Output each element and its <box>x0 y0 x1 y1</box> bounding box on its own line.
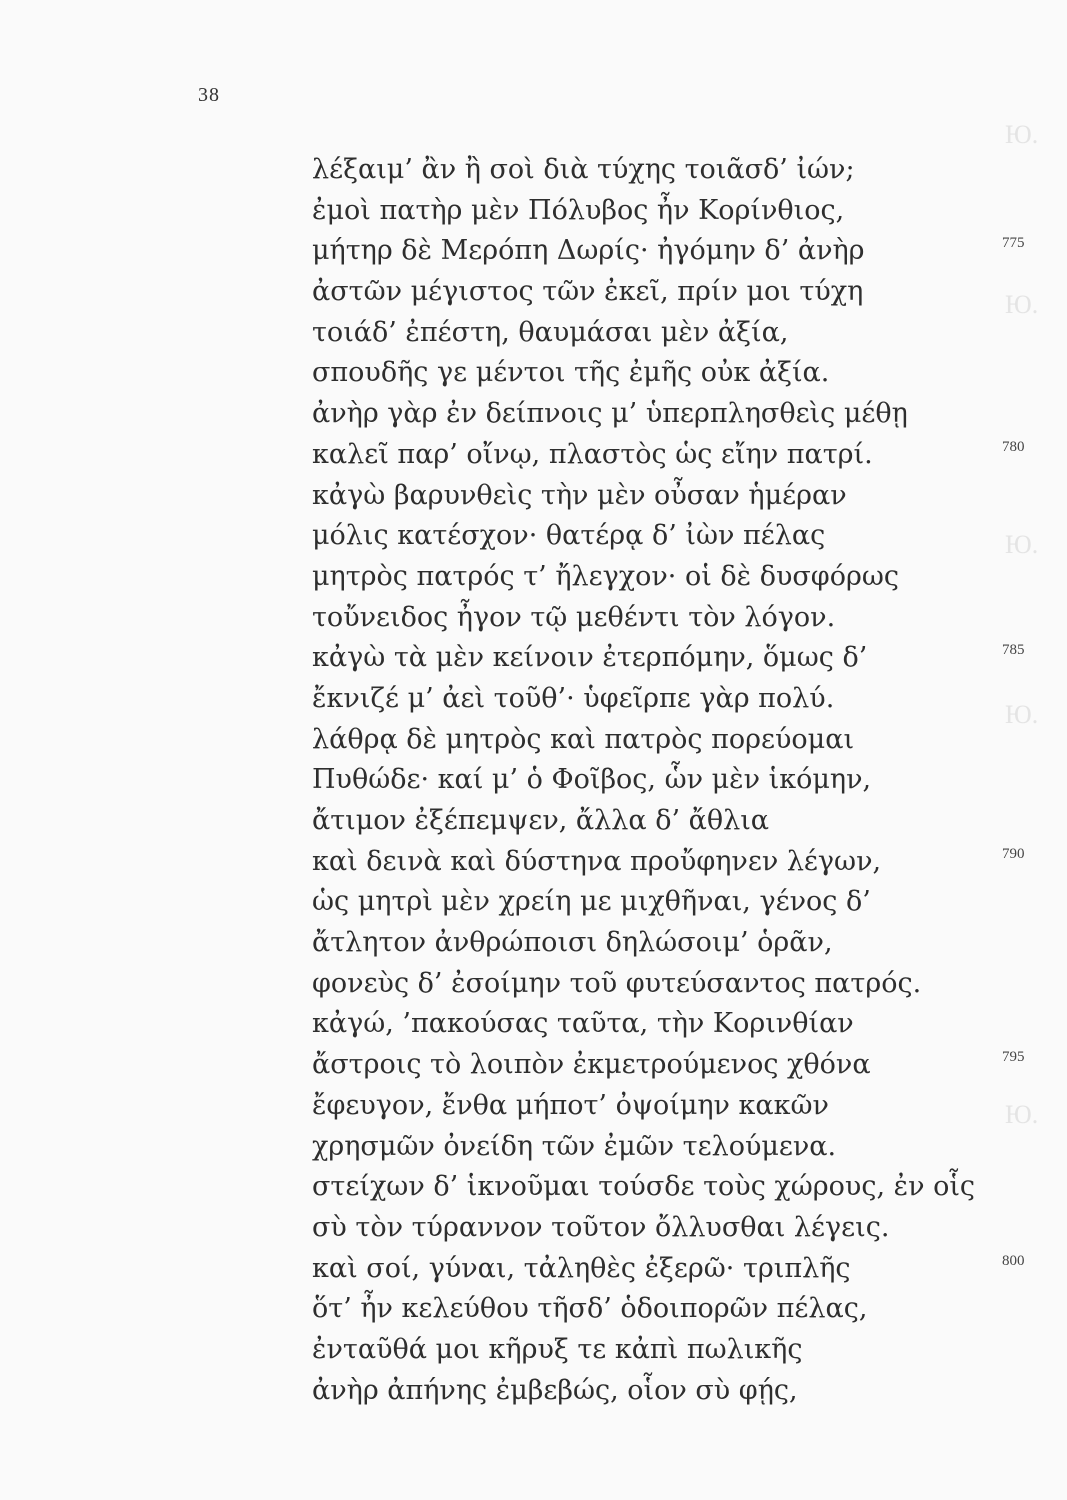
verse-text: ἄτλητον ἀνθρώποισι δηλώσοιμ’ ὁρᾶν, <box>312 927 833 959</box>
bleed-through-mark: Ю. <box>1005 1100 1039 1129</box>
verse-text: ἀνὴρ γὰρ ἐν δείπνοις μ’ ὑπερπλησθεὶς μέθῃ <box>312 398 908 430</box>
line-number: 780 <box>1002 438 1025 455</box>
verse-text: χρησμῶν ὀνείδη τῶν ἐμῶν τελούμενα. <box>312 1130 837 1162</box>
verse-line <box>312 679 1012 720</box>
verse-line <box>312 1330 1012 1371</box>
verse-line <box>312 1289 1012 1330</box>
verse-text: καλεῖ παρ’ οἴνῳ, πλαστὸς ὡς εἴην πατρί. <box>312 438 873 470</box>
line-number: 800 <box>1002 1252 1025 1269</box>
verse-line <box>312 1004 1012 1045</box>
verse-line <box>312 801 1012 842</box>
bleed-through-mark: Ю. <box>1005 120 1039 149</box>
verse-line <box>312 638 1025 679</box>
verse-line <box>312 598 1012 639</box>
verse-text: ἔφευγον, ἔνθα μήποτ’ ὀψοίμην κακῶν <box>312 1089 829 1121</box>
verse-line <box>312 557 1012 598</box>
verse-line <box>312 882 1012 923</box>
bleed-through-mark: Ю. <box>1005 530 1039 559</box>
verse-text: ὅτ’ ἦν κελεύθου τῆσδ’ ὁδοιπορῶν πέλας, <box>312 1293 868 1325</box>
verse-line <box>312 1127 1012 1168</box>
verse-text: μόλις κατέσχον· θατέρᾳ δ’ ἰὼν πέλας <box>312 520 826 552</box>
verse-line <box>312 760 1012 801</box>
verse-text: ἐνταῦθά μοι κῆρυξ τε κἀπὶ πωλικῆς <box>312 1333 803 1365</box>
line-number: 775 <box>1002 235 1025 252</box>
bleed-through-mark: Ю. <box>1005 290 1039 319</box>
line-number: 790 <box>1002 845 1025 862</box>
verse-text: κἀγὼ βαρυνθεὶς τὴν μὲν οὖσαν ἡμέραν <box>312 479 847 511</box>
verse-text: καὶ σοί, γύναι, τἀληθὲς ἐξερῶ· τριπλῆς <box>312 1252 851 1284</box>
line-number: 785 <box>1002 642 1025 659</box>
verse-text: ἀνὴρ ἀπήνης ἐμβεβώς, οἷον σὺ φῄς, <box>312 1374 798 1406</box>
verse-line <box>312 476 1012 517</box>
verse-text: φονεὺς δ’ ἐσοίμην τοῦ φυτεύσαντος πατρός. <box>312 967 922 999</box>
verse-line <box>312 1086 1012 1127</box>
verse-line <box>312 435 1025 476</box>
verse-line <box>312 1167 1012 1208</box>
bleed-through-mark: Ю. <box>1005 700 1039 729</box>
verse-line <box>312 923 1012 964</box>
verse-line <box>312 150 1012 191</box>
verse-text: ἄστροις τὸ λοιπὸν ἐκμετρούμενος χθόνα <box>312 1049 871 1081</box>
verse-line <box>312 272 1012 313</box>
verse-text: σὺ τὸν τύραννον τοῦτον ὄλλυσθαι λέγεις. <box>312 1211 890 1243</box>
verse-line <box>312 1371 1012 1412</box>
verse-block <box>312 150 1025 1411</box>
verse-line <box>312 720 1012 761</box>
page-number: 38 <box>198 84 220 106</box>
verse-line <box>312 313 1012 354</box>
verse-text: τοὔνειδος ἦγον τῷ μεθέντι τὸν λόγον. <box>312 601 836 633</box>
verse-line <box>312 231 1025 272</box>
verse-line <box>312 516 1012 557</box>
verse-text: ἐμοὶ πατὴρ μὲν Πόλυβος ἦν Κορίνθιος, <box>312 194 845 226</box>
verse-line <box>312 1208 1012 1249</box>
verse-text: κἀγώ, ’πακούσας ταῦτα, τὴν Κορινθίαν <box>312 1008 854 1040</box>
verse-text: στείχων δ’ ἱκνοῦμαι τούσδε τοὺς χώρους, ἐν οἷς <box>312 1171 976 1203</box>
verse-text: ἔκνιζέ μ’ ἀεὶ τοῦθ’· ὑφεῖρπε γὰρ πολύ. <box>312 682 835 714</box>
verse-line <box>312 1249 1025 1290</box>
verse-text: λέξαιμ’ ἂν ἢ σοὶ διὰ τύχης τοιᾶσδ’ ἰών; <box>312 154 855 185</box>
verse-text: ἄτιμον ἐξέπεμψεν, ἄλλα δ’ ἄθλια <box>312 805 770 836</box>
verse-line <box>312 353 1012 394</box>
verse-line <box>312 191 1012 232</box>
verse-text: Πυθώδε· καί μ’ ὁ Φοῖβος, ὧν μὲν ἱκόμην, <box>312 764 872 796</box>
verse-text: κἀγὼ τὰ μὲν κείνοιν ἐτερπόμην, ὅμως δ’ <box>312 642 868 674</box>
verse-text: σπουδῆς γε μέντοι τῆς ἐμῆς οὐκ ἀξία. <box>312 357 830 389</box>
verse-text: ὡς μητρὶ μὲν χρείη με μιχθῆναι, γένος δ’ <box>312 886 871 918</box>
verse-text: λάθρᾳ δὲ μητρὸς καὶ πατρὸς πορεύομαι <box>312 723 855 755</box>
verse-line <box>312 842 1025 883</box>
verse-text: καὶ δεινὰ καὶ δύστηνα προὔφηνεν λέγων, <box>312 845 882 877</box>
verse-text: μητρὸς πατρός τ’ ἤλεγχον· οἱ δὲ δυσφόρως <box>312 560 899 592</box>
verse-line <box>312 964 1012 1005</box>
line-number: 795 <box>1002 1049 1025 1066</box>
verse-text: τοιάδ’ ἐπέστη, θαυμάσαι μὲν ἀξία, <box>312 316 789 348</box>
verse-text: μήτηρ δὲ Μερόπη Δωρίς· ἠγόμην δ’ ἀνὴρ <box>312 235 865 267</box>
verse-line <box>312 1045 1025 1086</box>
verse-line <box>312 394 1012 435</box>
verse-text: ἀστῶν μέγιστος τῶν ἐκεῖ, πρίν μοι τύχη <box>312 276 864 308</box>
